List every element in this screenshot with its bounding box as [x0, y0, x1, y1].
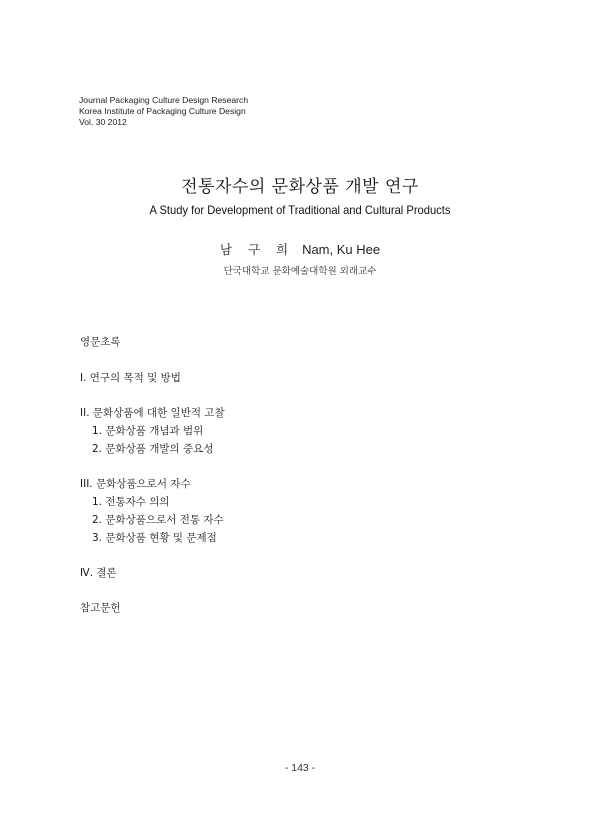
journal-publisher: Korea Institute of Packaging Culture Design [79, 106, 246, 116]
author-affiliation: 단국대학교 문화예술대학원 외래교수 [223, 266, 377, 277]
author-name-english: Nam, Ku Hee [302, 242, 381, 257]
toc-abstract: 영문초록 [80, 336, 121, 348]
toc-section-2-1: 1. 문화상품 개념과 범위 [92, 425, 204, 437]
page-number: - 143 - [284, 762, 316, 774]
toc-section-3-2: 2. 문화상품으로서 전통 자수 [92, 514, 224, 526]
author-line [0, 240, 600, 258]
toc-section-3-3: 3. 문화상품 현황 및 문제점 [92, 532, 217, 544]
toc-section-3: III. 문화상품으로서 자수 [80, 478, 191, 490]
toc-section-2-2: 2. 문화상품 개발의 중요성 [92, 443, 214, 455]
toc-section-2: II. 문화상품에 대한 일반적 고찰 [80, 407, 225, 419]
toc-section-4: Ⅳ. 결론 [80, 567, 117, 579]
journal-info [79, 95, 248, 128]
toc-section-3-1: 1. 전통자수 의의 [92, 496, 170, 508]
paper-title-english: A Study for Development of Traditional and Cultural Products [149, 203, 451, 217]
journal-name: Journal Packaging Culture Design Research [79, 95, 249, 105]
author-name-korean: 남 구 희 [219, 242, 295, 257]
journal-volume: Vol. 30 2012 [79, 117, 127, 127]
toc-references: 참고문헌 [80, 602, 121, 614]
toc-section-1: Ⅰ. 연구의 목적 및 방법 [80, 372, 181, 384]
paper-title-korean: 전통자수의 문화상품 개발 연구 [181, 177, 419, 197]
